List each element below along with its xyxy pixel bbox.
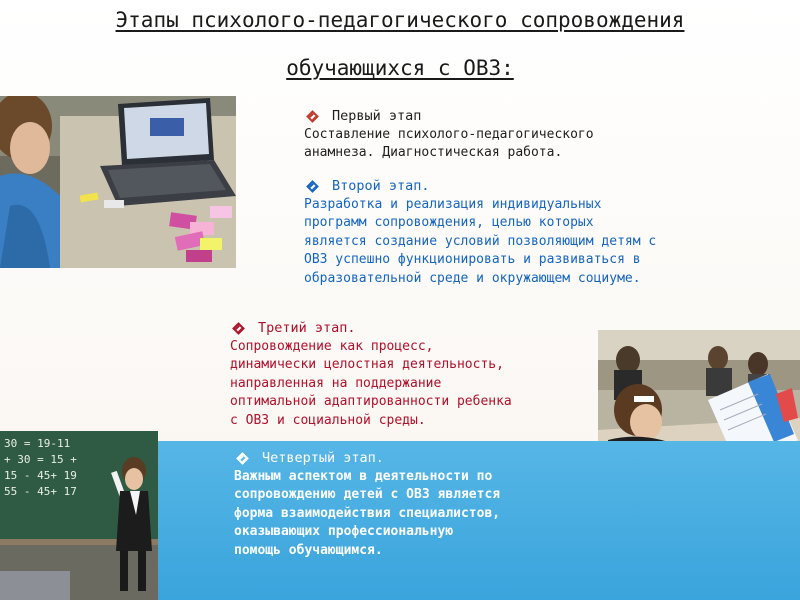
stage-4-heading: Четвертый этап. bbox=[262, 450, 384, 466]
diamond-bullet-icon bbox=[236, 452, 249, 465]
stage-3 bbox=[230, 318, 602, 430]
stage-3-line: с ОВЗ и социальной среды. bbox=[230, 412, 426, 428]
photo-child-at-laptop bbox=[0, 96, 236, 268]
stage-2-line: образовательной среде и окружающем социуме. bbox=[304, 270, 641, 286]
stage-3-line: Сопровождение как процесс, bbox=[230, 339, 434, 354]
stage-3-line: направленная на поддержание bbox=[230, 375, 442, 391]
page-title-line-2: обучающихся с ОВЗ: bbox=[286, 56, 514, 80]
blackboard-line: 15 - 45+ 19 bbox=[4, 469, 77, 482]
stage-3-line: оптимальной адаптированности ребенка bbox=[230, 394, 512, 410]
photo-girl-at-blackboard bbox=[0, 431, 158, 600]
stage-3-line: динамически целостная деятельность, bbox=[230, 357, 504, 373]
stage-2-line: программ сопровождения, целью которых bbox=[304, 215, 594, 231]
stage-1-heading: Первый этап bbox=[332, 108, 422, 124]
stage-2-line: Разработка и реализация индивидуальных bbox=[304, 197, 602, 212]
diamond-bullet-icon bbox=[232, 322, 245, 335]
blackboard-line: 30 = 19-11 bbox=[4, 437, 71, 450]
stage-4-line: форма взаимодействия специалистов, bbox=[234, 505, 501, 521]
stage-2-heading: Второй этап. bbox=[332, 178, 430, 194]
stage-4 bbox=[234, 448, 594, 560]
stage-2 bbox=[304, 176, 764, 288]
stage-4-line: Важным аспектом в деятельности по bbox=[234, 469, 493, 484]
blackboard-line: 55 - 45+ 17 bbox=[4, 485, 77, 498]
diamond-bullet-icon bbox=[306, 180, 319, 193]
stage-4-line: оказывающих профессиональную bbox=[234, 524, 454, 540]
stage-4-line: помощь обучающимся. bbox=[234, 542, 383, 558]
stage-1-line: анамнеза. Диагностическая работа. bbox=[304, 145, 563, 161]
page-title-line-1: Этапы психолого-педагогического сопровождения bbox=[115, 8, 685, 32]
stage-2-line: является создание условий позволяющим детям с bbox=[304, 233, 657, 249]
stage-4-line: сопровождению детей с ОВЗ является bbox=[234, 487, 501, 503]
stage-1-line: Составление психолого-педагогического bbox=[304, 127, 594, 142]
stage-2-line: ОВЗ успешно функционировать и развиваться в bbox=[304, 252, 641, 268]
blackboard-line: + 30 = 15 + bbox=[4, 453, 77, 466]
stage-1 bbox=[304, 106, 724, 163]
stage-3-heading: Третий этап. bbox=[258, 320, 356, 336]
diamond-bullet-icon bbox=[306, 110, 319, 123]
